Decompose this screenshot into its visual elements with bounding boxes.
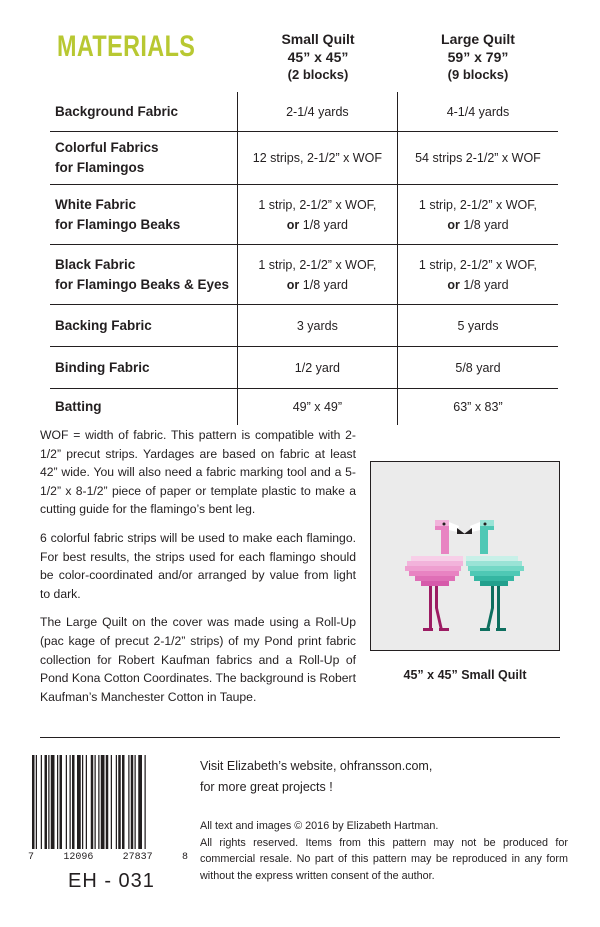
product-code: EH - 031	[68, 870, 155, 892]
small-quilt-amount: 12 strips, 2-1/2” x WOF	[237, 132, 397, 184]
small-quilt-size: 45” x 45”	[287, 49, 349, 65]
small-quilt-amount: 1 strip, 2-1/2” x WOF, or 1/8 yard	[237, 185, 397, 244]
small-quilt-name: Small Quilt	[281, 31, 355, 47]
page-title: MATERIALS	[57, 30, 196, 63]
small-quilt-amount: 49” x 49”	[237, 389, 397, 425]
divider	[40, 737, 560, 738]
material-label: Background Fabric	[55, 103, 179, 119]
material-label: Binding Fabric	[55, 359, 150, 375]
large-quilt-header	[398, 30, 558, 84]
table-row	[50, 92, 558, 132]
small-quilt-amount: 2-1/4 yards	[237, 92, 397, 131]
material-label: Batting	[55, 399, 102, 414]
legal-notice	[200, 818, 568, 884]
material-label: Colorful Fabrics for Flamingos	[55, 140, 159, 175]
paragraph: The Large Quilt on the cover was made using a Roll-Up (pac kage of precut 2-1/2” strips) of my Pond print fabric collection for Robert Kaufman fabrics and a Roll-Up of Pond Kona Cotton Coordinates. The background is Robert Kaufman’s Manchester Cotton in Taupe.	[40, 615, 356, 704]
paragraph: 6 colorful fabric strips will be used to make each flamingo. For best results, the strips used for each flamingo should be color-coordinated and/or arranged by value from light to dark.	[40, 530, 356, 601]
large-quilt-amount: 1 strip, 2-1/2” x WOF, or 1/8 yard	[397, 245, 558, 304]
large-quilt-amount: 63” x 83”	[397, 389, 558, 425]
table-row	[50, 347, 558, 389]
table-row	[50, 389, 558, 425]
small-quilt-amount: 3 yards	[237, 305, 397, 346]
small-quilt-blocks: (2 blocks)	[287, 67, 349, 82]
flamingo-quilt-illustration	[371, 462, 558, 649]
barcode-digits: 7 12096 27837 8	[28, 852, 188, 863]
quilt-caption: 45” x 45” Small Quilt	[403, 668, 527, 682]
table-row	[50, 185, 558, 245]
rights-notice: All rights reserved. Items from this pattern may not be produced for commercial resale. No part of this pattern may be reproduced in any form without the express written consent of the author.	[200, 836, 568, 882]
large-quilt-amount: 1 strip, 2-1/2” x WOF, or 1/8 yard	[397, 185, 558, 244]
barcode-icon	[32, 755, 184, 849]
large-quilt-amount: 4-1/4 yards	[397, 92, 558, 131]
small-quilt-amount: 1/2 yard	[237, 347, 397, 388]
large-quilt-blocks: (9 blocks)	[447, 67, 509, 82]
material-label: White Fabric for Flamingo Beaks	[55, 196, 181, 232]
large-quilt-amount: 5/8 yard	[397, 347, 558, 388]
table-row	[50, 245, 558, 305]
instructions-text	[40, 426, 356, 716]
website-note: Visit Elizabeth’s website, ohfransson.com, for more great projects !	[200, 759, 433, 794]
large-quilt-size: 59” x 79”	[447, 49, 509, 65]
small-quilt-header	[238, 30, 398, 84]
large-quilt-name: Large Quilt	[441, 31, 515, 47]
paragraph: WOF = width of fabric. This pattern is compatible with 2-1/2” precut strips. Yardages are based on fabric at least 42” wide. You will also need a fabric marking tool and a 5-1/2” x 8-1/2” piece of paper or template plastic to make a cutting guide for the flamingo’s bent leg.	[40, 428, 356, 517]
material-label: Black Fabric for Flamingo Beaks & Eyes	[55, 256, 230, 292]
small-quilt-image	[370, 461, 560, 651]
materials-table	[50, 92, 558, 425]
table-row	[50, 132, 558, 185]
small-quilt-amount: 1 strip, 2-1/2” x WOF, or 1/8 yard	[237, 245, 397, 304]
table-row	[50, 305, 558, 347]
pink-flamingo	[405, 520, 465, 631]
large-quilt-amount: 54 strips 2-1/2” x WOF	[397, 132, 558, 184]
teal-flamingo	[464, 520, 524, 631]
large-quilt-amount: 5 yards	[397, 305, 558, 346]
copyright: All text and images © 2016 by Elizabeth Hartman.	[200, 820, 439, 832]
material-label: Backing Fabric	[55, 317, 152, 333]
